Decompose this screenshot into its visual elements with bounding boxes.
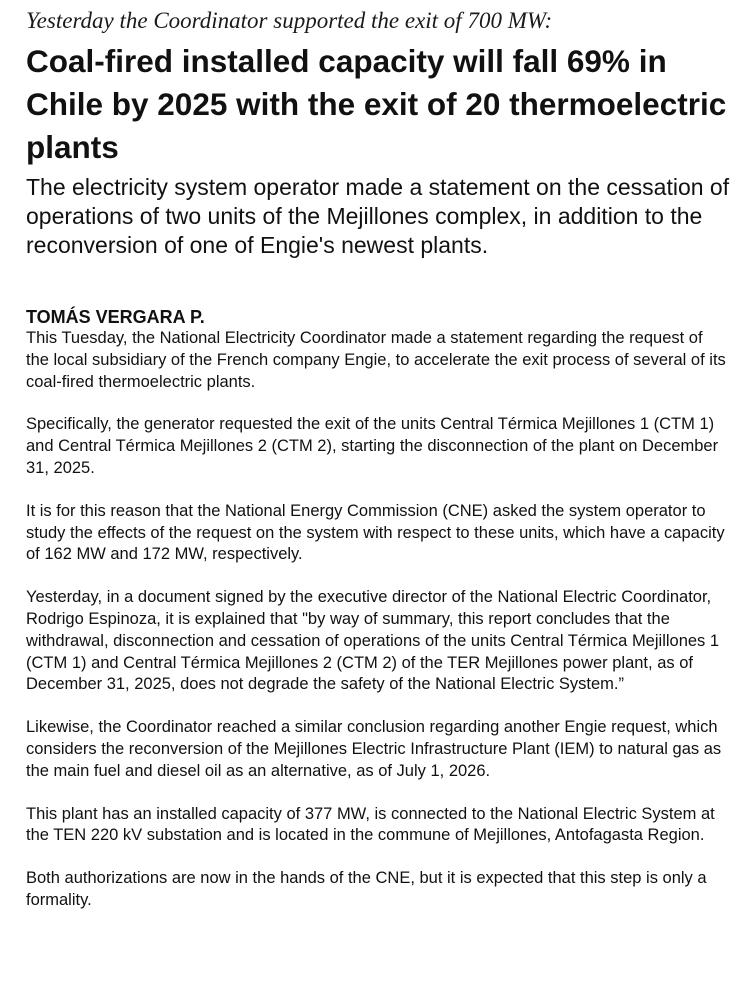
headline: Coal-fired installed capacity will fall 69% in Chile by 2025 with the exit of 20 thermoelectric plants (26, 43, 727, 165)
paragraph: Both authorizations are now in the hands of the CNE, but it is expected that this step is only a formality. (26, 869, 707, 909)
paragraph: This Tuesday, the National Electricity Coordinator made a statement regarding the request of the local subsidiary of the French company Engie, to accelerate the exit process of several of its coal-fired thermoelectric plants. (26, 329, 726, 391)
article-body (26, 328, 730, 912)
paragraph: It is for this reason that the National Energy Commission (CNE) asked the system operator to study the effects of the request on the system with respect to these units, which have a capacity of 162 MW and 172 MW, respectively. (26, 501, 725, 564)
kicker: Yesterday the Coordinator supported the exit of 700 MW: (26, 8, 553, 33)
paragraph: This plant has an installed capacity of 377 MW, is connected to the National Electric System at the TEN 220 kV substation and is located in the commune of Mejillones, Antofagasta Region. (26, 804, 715, 845)
byline: TOMÁS VERGARA P. (26, 307, 205, 327)
subheadline: The electricity system operator made a statement on the cessation of operations of two units of the Mejillones complex, in addition to the reconversion of one of Engie's newest plants. (26, 174, 730, 258)
paragraph: Yesterday, in a document signed by the executive director of the National Electric Coordinator, Rodrigo Espinoza, it is explained that "by way of summary, this report concludes that the withdrawal, disconnection and cessation of operations of the units Central Térmica Mejillones 1 (CTM 1) and Central Térmica Mejillones 2 (CTM 2) of the TER Mejillones power plant, as of December 31, 2025, does not degrade the safety of the National Electric System.” (26, 588, 720, 694)
paragraph: Likewise, the Coordinator reached a similar conclusion regarding another Engie request, which considers the reconversion of the Mejillones Electric Infrastructure Plant (IEM) to natural gas as the main fuel and diesel oil as an alternative, as of July 1, 2026. (26, 718, 722, 780)
paragraph: Specifically, the generator requested the exit of the units Central Térmica Mejillones 1 (CTM 1) and Central Térmica Mejillones 2 (CTM 2), starting the disconnection of the plant on December 31, 2025. (26, 415, 719, 477)
